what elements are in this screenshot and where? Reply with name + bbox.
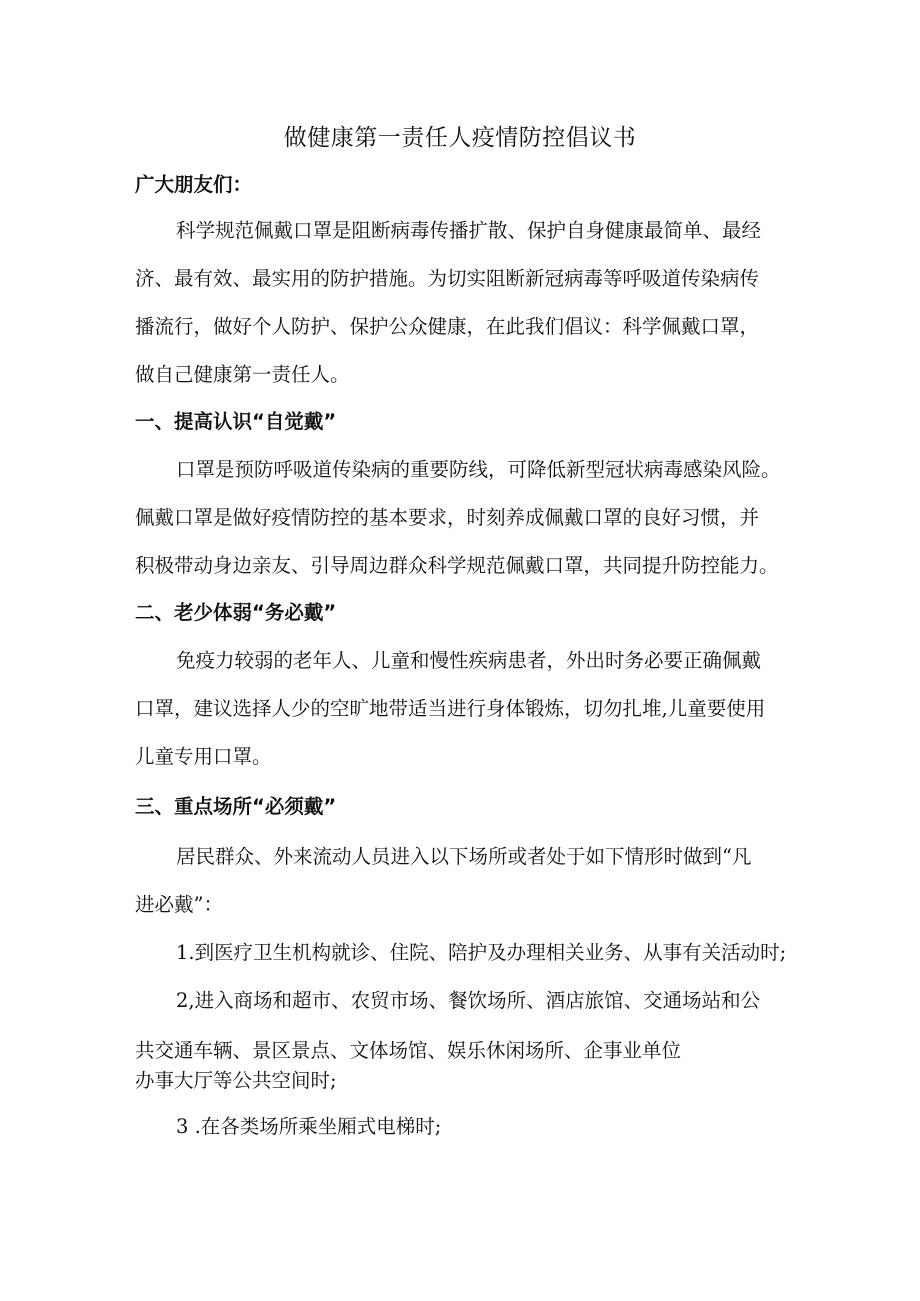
salutation: 广大朋友们： <box>135 173 253 196</box>
section-line: 口罩是预防呼吸道传染病的重要防线，可降低新型冠状病毒感染风险。 <box>176 458 781 481</box>
section-heading: 二、老少体弱“务必戴” <box>135 601 337 624</box>
section-line: 进必戴”： <box>135 893 223 916</box>
section-line: 共交通车辆、景区景点、文体场馆、娱乐休闲场所、企事业单位 <box>135 1039 682 1062</box>
section-line: 办事大厅等公共空间时; <box>135 1069 337 1092</box>
document-title: 做健康第一责任人疫情防控倡议书 <box>283 125 637 151</box>
section-line: 儿童专用口罩。 <box>135 745 272 768</box>
section-heading: 一、提高认识“自觉戴” <box>135 410 337 433</box>
section-heading: 三、重点场所“必须戴” <box>135 795 337 818</box>
intro-line: 济、最有效、最实用的防护措施。为切实阻断新冠病毒等呼吸道传染病传 <box>135 267 760 290</box>
intro-line: 播流行，做好个人防护、保护公众健康，在此我们倡议：科学佩戴口罩， <box>135 315 760 338</box>
section-line: 居民群众、外来流动人员进入以下场所或者处于如下情形时做到“凡 <box>176 845 752 868</box>
section-line: 2,进入商场和超市、农贸市场、餐饮场所、酒店旅馆、交通场站和公 <box>176 989 761 1012</box>
section-line: 3 .在各类场所乘坐厢式电梯时; <box>176 1115 442 1138</box>
section-line: 口罩，建议选择人少的空旷地带适当进行身体锻炼，切勿扎堆,儿童要使用 <box>135 697 766 720</box>
section-line: 积极带动身边亲友、引导周边群众科学规范佩戴口罩，共同提升防控能力。 <box>135 554 779 577</box>
section-line: 免疫力较弱的老年人、儿童和慢性疾病患者，外出时务必要正确佩戴 <box>176 649 762 672</box>
section-line: 佩戴口罩是做好疫情防控的基本要求，时刻养成佩戴口罩的良好习惯，并 <box>135 506 760 529</box>
intro-line: 科学规范佩戴口罩是阻断病毒传播扩散、保护自身健康最简单、最经 <box>176 219 762 242</box>
intro-line: 做自己健康第一责任人。 <box>135 363 350 386</box>
section-line: 1.到医疗卫生机构就诊、住院、陪护及办理相关业务、从事有关活动时; <box>176 941 787 964</box>
